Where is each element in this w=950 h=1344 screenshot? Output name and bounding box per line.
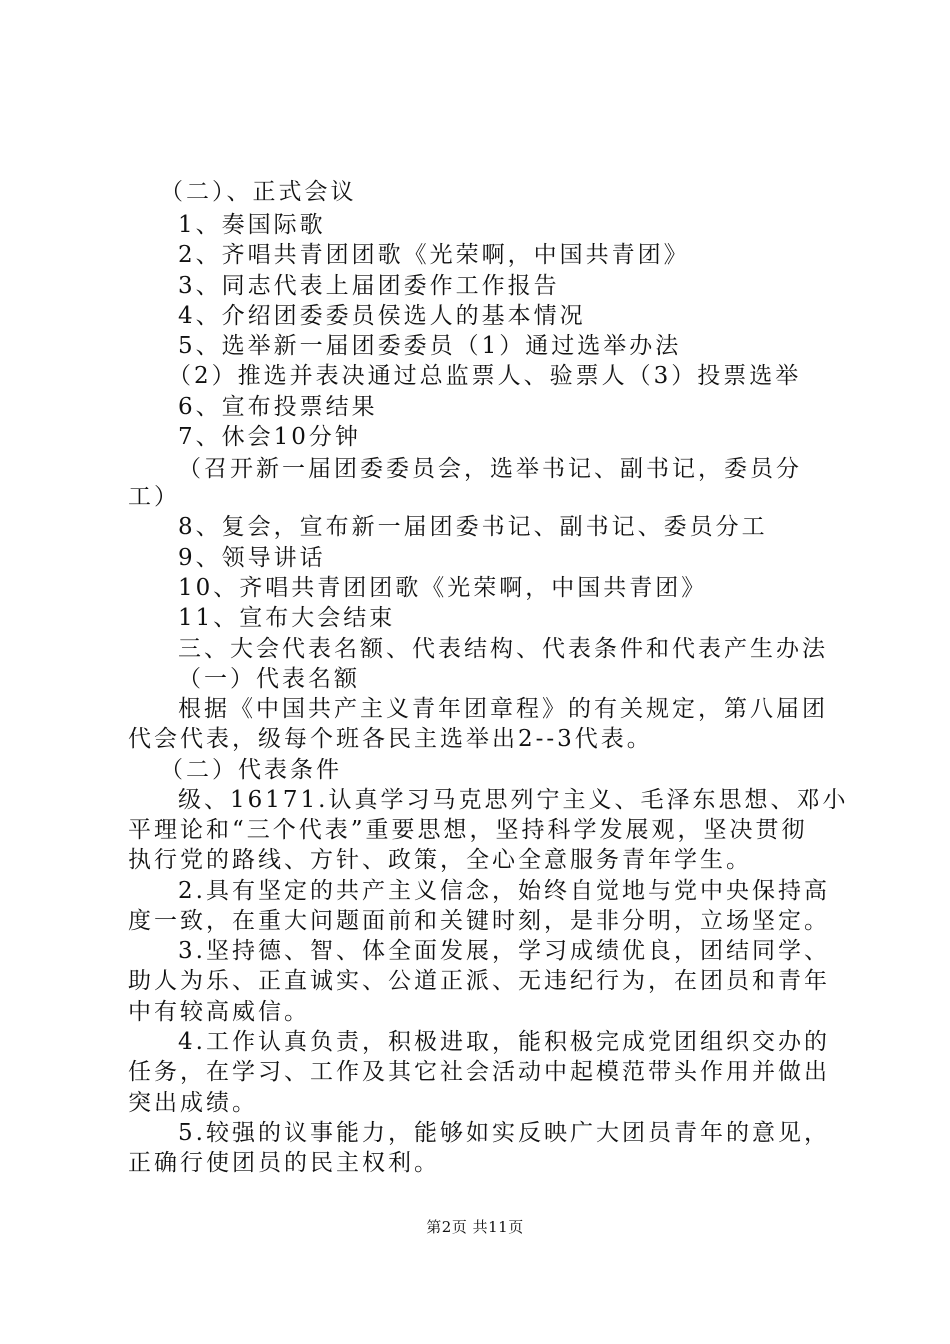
agenda-item-7-note: （召开新一届团委委员会，选举书记、副书记，委员分 [178,456,802,482]
condition-4-line-3: 突出成绩。 [128,1090,258,1116]
subheading-conditions: （二）代表条件 [160,757,342,783]
agenda-item-4: 4、介绍团委委员侯选人的基本情况 [178,303,586,329]
condition-2-line-1: 2.具有坚定的共产主义信念，始终自觉地与党中央保持高 [178,878,830,904]
agenda-item-7-note-cont: 工） [128,484,180,510]
paragraph-quota-2: 代会代表，级每个班各民主选举出2--3代表。 [128,726,653,752]
condition-3-line-3: 中有较高威信。 [128,999,310,1025]
page-number-footer: 第2页 共11页 [426,1218,524,1236]
agenda-item-10: 10、齐唱共青团团歌《光荣啊，中国共青团》 [178,575,708,601]
agenda-item-1: 1、奏国际歌 [178,212,326,238]
condition-3-line-1: 3.坚持德、智、体全面发展，学习成绩优良，团结同学、 [178,938,830,964]
paragraph-quota-1: 根据《中国共产主义青年团章程》的有关规定，第八届团 [178,696,828,722]
agenda-item-6: 6、宣布投票结果 [178,394,378,420]
agenda-item-11: 11、宣布大会结束 [178,605,396,631]
agenda-item-9: 9、领导讲话 [178,545,326,571]
agenda-item-8: 8、复会，宣布新一届团委书记、副书记、委员分工 [178,514,768,540]
condition-4-line-2: 任务，在学习、工作及其它社会活动中起模范带头作用并做出 [128,1059,830,1085]
condition-2-line-2: 度一致，在重大问题面前和关键时刻，是非分明，立场坚定。 [128,908,830,934]
heading-formal-meeting: （二）、正式会议 [160,179,357,205]
subheading-quota: （一）代表名额 [178,666,360,692]
agenda-item-5-sub: （2）推选并表决通过总监票人、验票人（3）投票选举 [168,363,802,389]
condition-5-line-2: 正确行使团员的民主权利。 [128,1150,440,1176]
condition-1-line-1: 级、16171.认真学习马克思列宁主义、毛泽东思想、邓小 [178,787,849,813]
condition-1-line-3: 执行党的路线、方针、政策，全心全意服务青年学生。 [128,847,752,873]
agenda-item-5: 5、选举新一届团委委员（1）通过选举办法 [178,333,682,359]
condition-1-line-2: 平理论和“三个代表”重要思想，坚持科学发展观，坚决贯彻 [128,817,808,843]
agenda-item-7: 7、休会10分钟 [178,424,361,450]
section-heading-3: 三、大会代表名额、代表结构、代表条件和代表产生办法 [178,636,828,662]
condition-4-line-1: 4.工作认真负责，积极进取，能积极完成党团组织交办的 [178,1029,830,1055]
agenda-item-2: 2、齐唱共青团团歌《光荣啊，中国共青团》 [178,242,690,268]
condition-3-line-2: 助人为乐、正直诚实、公道正派、无违纪行为，在团员和青年 [128,968,830,994]
condition-5-line-1: 5.较强的议事能力，能够如实反映广大团员青年的意见， [178,1120,830,1146]
agenda-item-3: 3、同志代表上届团委作工作报告 [178,273,560,299]
